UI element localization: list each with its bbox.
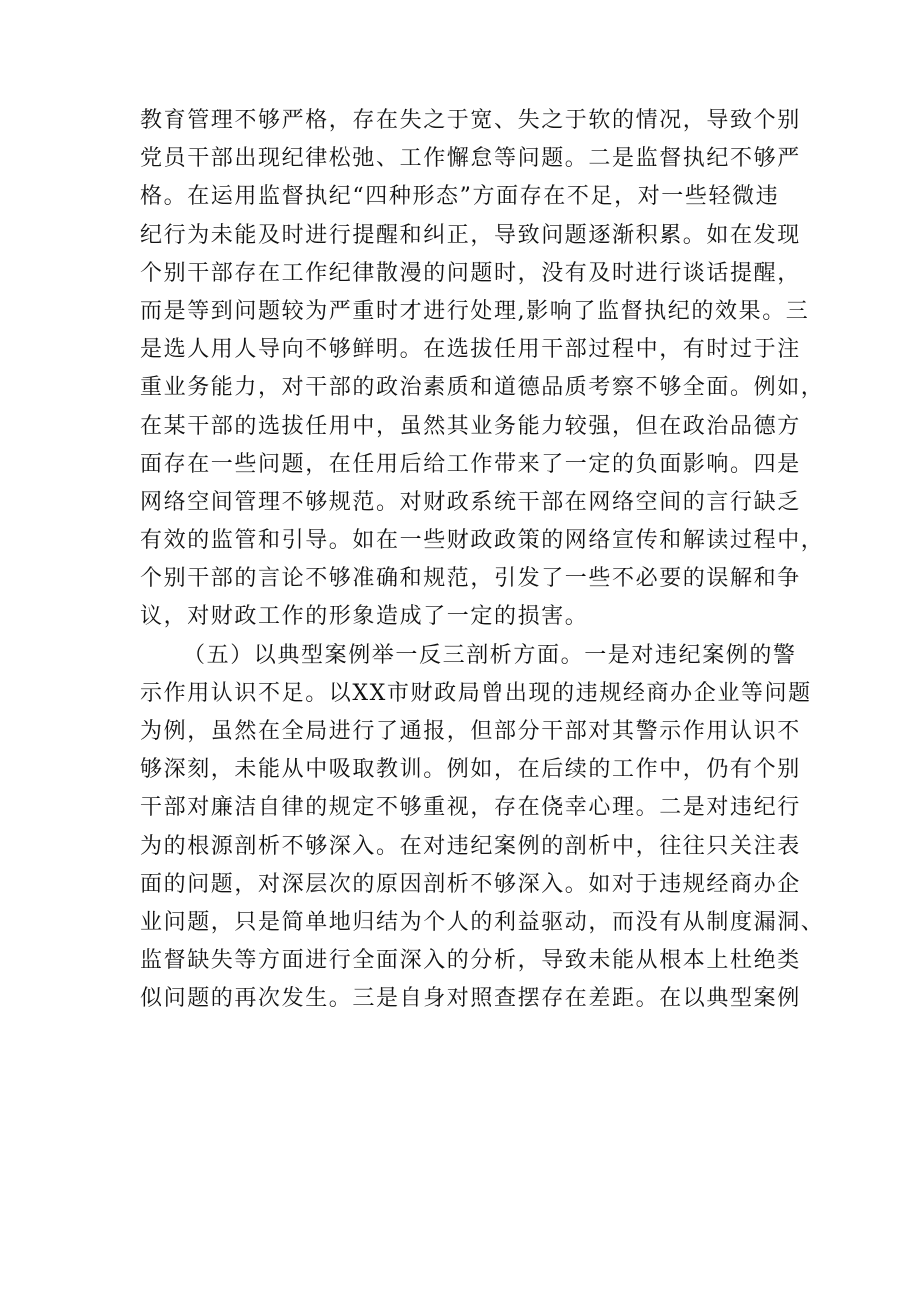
text-line: 监督缺失等方面进行全面深入的分析，导致未能从根本上杜绝类 [140,948,801,974]
text-line: 在某干部的选拔任用中，虽然其业务能力较强，但在政治品德方 [140,413,801,439]
paragraph-2 [140,637,825,1019]
text-line: 面的问题，对深层次的原因剖析不够深入。如对于违规经商办企 [140,871,801,897]
text-line: 而是等到问题较为严重时才进行处理,影响了监督执纪的效果。三 [140,298,810,324]
text-line: 是选人用人导向不够鲜明。在选拔任用干部过程中，有时过于注 [140,337,801,363]
text-line: 个别干部的言论不够准确和规范，引发了一些不必要的误解和争 [140,566,801,592]
text-line: 重业务能力，对干部的政治素质和道德品质考察不够全面。例如， [140,375,825,401]
document-body [140,102,825,1019]
text-line: 为的根源剖析不够深入。在对违纪案例的剖析中，往往只关注表 [140,833,801,859]
text-line: 纪行为未能及时进行提醒和纠正，导致问题逐渐积累。如在发现 [140,222,801,248]
paragraph-1 [140,102,825,637]
text-line: 议，对财政工作的形象造成了一定的损害。 [140,604,589,630]
text-line: 个别干部存在工作纪律散漫的问题时，没有及时进行谈话提醒， [140,260,801,286]
text-line: （五）以典型案例举一反三剖析方面。一是对违纪案例的警 [183,642,797,668]
text-line: 格。在运用监督执纪“四种形态”方面存在不足，对一些轻微违 [140,184,780,210]
text-line: 干部对廉洁自律的规定不够重视，存在侥幸心理。二是对违纪行 [140,795,801,821]
text-line: 业问题，只是简单地归结为个人的利益驱动，而没有从制度漏洞、 [140,909,825,935]
text-line: 网络空间管理不够规范。对财政系统干部在网络空间的言行缺乏 [140,489,801,515]
text-line: 面存在一些问题，在任用后给工作带来了一定的负面影响。四是 [140,451,801,477]
text-line: 有效的监管和引导。如在一些财政政策的网络宣传和解读过程中， [140,528,825,554]
text-line: 够深刻，未能从中吸取教训。例如，在后续的工作中，仍有个别 [140,757,801,783]
text-line: 党员干部出现纪律松弛、工作懈怠等问题。二是监督执纪不够严 [140,146,801,172]
text-line: 为例，虽然在全局进行了通报，但部分干部对其警示作用认识不 [140,719,801,744]
text-line: 示作用认识不足。以XX市财政局曾出现的违规经商办企业等问题 [140,680,812,706]
text-line: 似问题的再次发生。三是自身对照查摆存在差距。在以典型案例 [140,986,801,1012]
text-line: 教育管理不够严格，存在失之于宽、失之于软的情况，导致个别 [140,108,801,133]
